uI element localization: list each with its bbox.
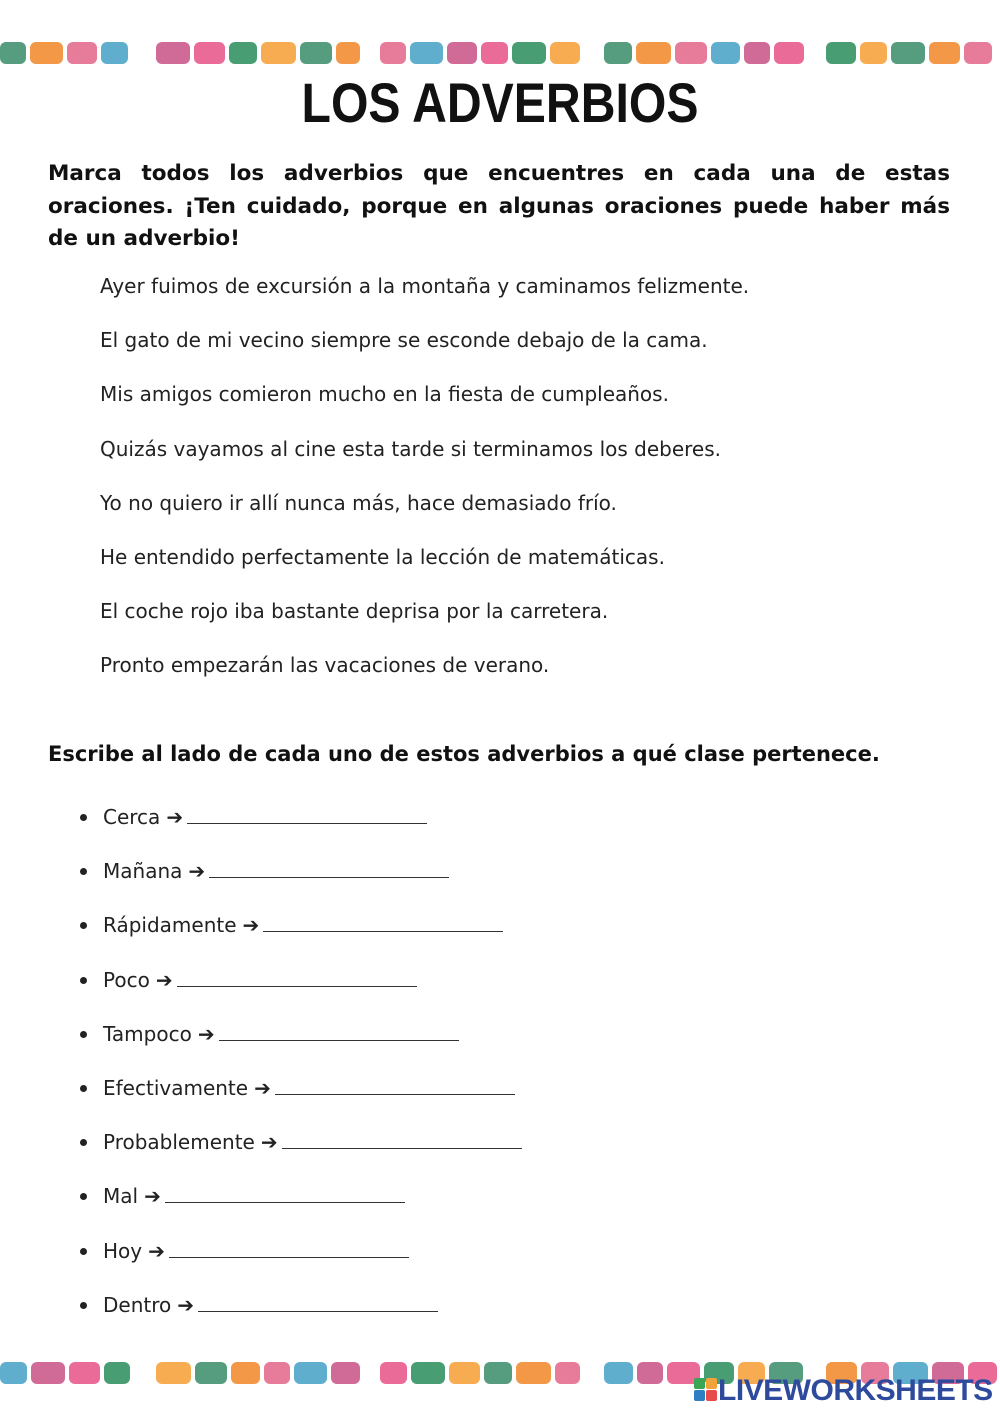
border-chip [711,42,740,64]
bullet-icon [80,868,87,875]
adverb-row [103,1125,522,1159]
adverb-word: Hoy [103,1238,143,1263]
bullet-icon [80,977,87,984]
arrow-right-icon: ➔ [144,1184,161,1209]
border-chip [555,1362,580,1384]
arrow-right-icon: ➔ [155,967,173,992]
adverb-row [103,854,449,888]
adverb-word: Efectivamente [103,1076,249,1100]
answer-blank-input[interactable] [209,855,449,878]
arrow-right-icon: ➔ [148,1238,165,1263]
sentence-text[interactable]: Quizás vayamos al cine esta tarde si terminamos los deberes. [100,436,722,461]
border-chip [411,1362,445,1384]
answer-blank-input[interactable] [219,1018,459,1041]
border-chip [331,1362,360,1384]
answer-blank-input[interactable] [169,1235,409,1258]
border-chip [604,1362,633,1384]
border-chip [891,42,925,64]
sentence-text[interactable]: He entendido perfectamente la lección de matemáticas. [100,545,665,569]
border-chip [860,42,887,64]
border-chip [637,1362,663,1384]
adverb-row [103,1071,515,1105]
adverb-row [103,963,417,997]
border-chip [774,42,804,64]
border-chip [675,42,707,64]
adverb-row [103,908,503,942]
arrow-right-icon: ➔ [254,1076,271,1100]
answer-blank-input[interactable] [177,964,417,987]
border-chip [264,1362,290,1384]
arrow-right-icon: ➔ [166,805,184,829]
border-chip [484,1362,512,1384]
arrow-right-icon: ➔ [242,913,260,938]
border-chip [156,42,190,64]
border-chip [380,1362,407,1384]
border-chip [67,42,97,64]
border-chip [380,42,406,64]
sentence-text[interactable]: El coche rojo iba bastante deprisa por la carretera. [100,599,609,624]
border-chip [69,1362,100,1384]
adverb-row [103,800,427,834]
sentence-text[interactable]: Mis amigos comieron mucho en la fiesta de cumpleaños. [100,382,669,407]
logo-mark-icon [694,1378,718,1402]
bullet-icon [80,1085,87,1092]
adverb-word: Dentro [103,1292,172,1317]
arrow-right-icon: ➔ [260,1130,278,1155]
bullet-icon [80,1248,87,1255]
adverb-word: Probablemente [103,1130,255,1155]
border-chip [0,42,26,64]
bullet-icon [80,922,87,929]
border-chip [231,1362,260,1384]
border-chip [101,42,128,64]
section-subheading: Escribe al lado de cada uno de estos adverbios a qué clase pertenece. [48,742,880,766]
sentence-text[interactable]: Yo no quiero ir allí nunca más, hace demasiado frío. [100,490,617,515]
border-chip [300,42,332,64]
border-chip [194,42,225,64]
border-chip [447,42,477,64]
border-chip [294,1362,327,1384]
answer-blank-input[interactable] [282,1126,522,1149]
answer-blank-input[interactable] [263,909,503,932]
sentence-text[interactable]: Ayer fuimos de excursión a la montaña y caminamos felizmente. [100,274,750,298]
adverb-row [103,1288,438,1322]
border-chip [744,42,770,64]
bullet-icon [80,814,87,821]
border-chip [604,42,632,64]
page-title: LOS ADVERBIOS [301,71,699,134]
border-chip [410,42,443,64]
bullet-icon [80,1139,87,1146]
answer-blank-input[interactable] [198,1289,438,1312]
answer-blank-input[interactable] [165,1180,405,1203]
border-chip [449,1362,480,1384]
border-chip [156,1362,191,1384]
adverb-word: Rápidamente [103,913,237,938]
border-chip [481,42,508,64]
sentence-text[interactable]: El gato de mi vecino siempre se esconde debajo de la cama. [100,328,708,353]
border-chip [336,42,360,64]
border-chip [636,42,671,64]
adverb-row [103,1234,409,1268]
answer-blank-input[interactable] [275,1072,515,1095]
answer-blank-input[interactable] [187,801,427,824]
adverb-word: Mal [103,1184,139,1209]
adverb-row [103,1179,405,1213]
border-chip [31,1362,65,1384]
border-chip [104,1362,130,1384]
border-chip [30,42,63,64]
border-chip [929,42,960,64]
border-chip [261,42,296,64]
bullet-icon [80,1031,87,1038]
arrow-right-icon: ➔ [197,1021,215,1046]
sentence-text[interactable]: Pronto empezarán las vacaciones de verano. [100,653,550,678]
adverb-word: Tampoco [103,1021,192,1046]
border-chip [550,42,580,64]
border-chip [964,42,992,64]
border-chip [516,1362,551,1384]
arrow-right-icon: ➔ [177,1292,195,1317]
logo-text: LIVEWORKSHEETS [718,1374,993,1407]
top-decorative-border [0,42,1000,66]
border-chip [512,42,546,64]
border-chip [826,42,856,64]
adverb-word: Poco [103,967,150,992]
adverb-word: Cerca [103,805,161,829]
bullet-icon [80,1193,87,1200]
instructions-text: Marca todos los adverbios que encuentres en cada una de estas oraciones. ¡Ten cuidado, porque en algunas oraciones puede haber más de un adverbio! [48,161,950,251]
border-chip [0,1362,27,1384]
border-chip [195,1362,227,1384]
bullet-icon [80,1302,87,1309]
adverb-word: Mañana [103,859,183,884]
adverb-row [103,1017,459,1051]
border-chip [229,42,257,64]
arrow-right-icon: ➔ [188,859,206,884]
